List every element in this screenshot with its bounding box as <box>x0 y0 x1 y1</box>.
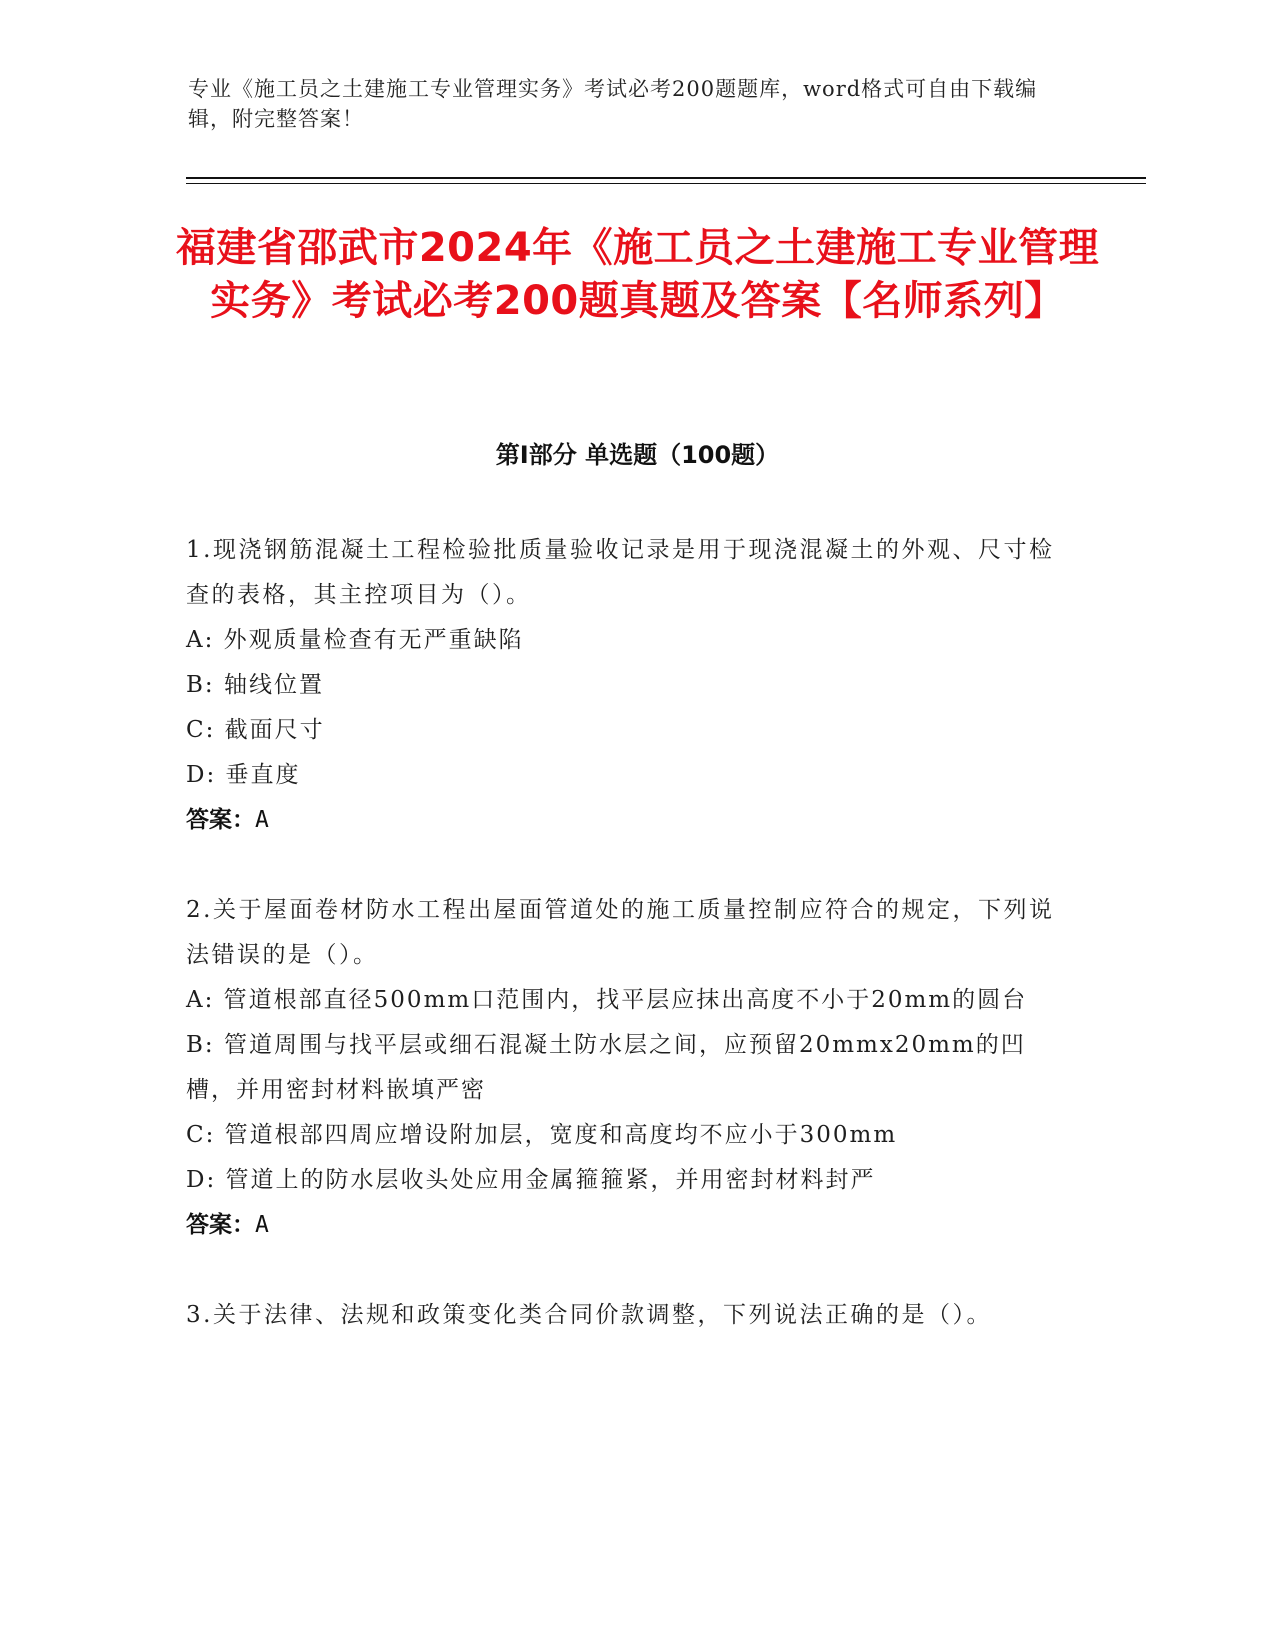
question-3 <box>186 1293 1066 1338</box>
header-divider-thick <box>186 177 1146 179</box>
document-title: 福建省邵武市2024年《施工员之土建施工专业管理实务》考试必考200题真题及答案【名师系列】 <box>175 225 1100 324</box>
option-c: C: 截面尺寸 <box>186 717 325 743</box>
option-a: A: 外观质量检查有无严重缺陷 <box>186 627 524 653</box>
option-b: B: 轴线位置 <box>186 672 324 698</box>
answer-line <box>186 798 1066 843</box>
answer-value: A <box>255 1212 269 1238</box>
answer-line <box>186 1203 1066 1248</box>
option-d: D: 垂直度 <box>186 762 301 788</box>
question-list <box>186 528 1066 1383</box>
answer-label: 答案： <box>186 807 255 833</box>
question-stem: 3.关于法律、法规和政策变化类合同价款调整，下列说法正确的是（）。 <box>186 1302 992 1328</box>
question-stem: 2.关于屋面卷材防水工程出屋面管道处的施工质量控制应符合的规定，下列说法错误的是（）。 <box>186 897 1055 968</box>
header-divider-thin <box>186 183 1146 184</box>
option-d: D: 管道上的防水层收头处应用金属箍箍紧，并用密封材料封严 <box>186 1167 876 1193</box>
option-a: A: 管道根部直径500mm口范围内，找平层应抹出高度不小于20mm的圆台 <box>186 987 1028 1013</box>
answer-value: A <box>255 807 269 833</box>
option-b: B: 管道周围与找平层或细石混凝土防水层之间，应预留20mmx20mm的凹槽，并用密封材料嵌填严密 <box>186 1032 1026 1103</box>
option-c: C: 管道根部四周应增设附加层，宽度和高度均不应小于300mm <box>186 1122 898 1148</box>
section-title: 第I部分 单选题（100题） <box>495 441 780 469</box>
question-1 <box>186 528 1066 843</box>
answer-label: 答案： <box>186 1212 255 1238</box>
header-note: 专业《施工员之土建施工专业管理实务》考试必考200题题库，word格式可自由下载编辑，附完整答案！ <box>188 77 1038 131</box>
question-2 <box>186 888 1066 1248</box>
question-stem: 1.现浇钢筋混凝土工程检验批质量验收记录是用于现浇混凝土的外观、尺寸检查的表格，其主控项目为（）。 <box>186 537 1055 608</box>
